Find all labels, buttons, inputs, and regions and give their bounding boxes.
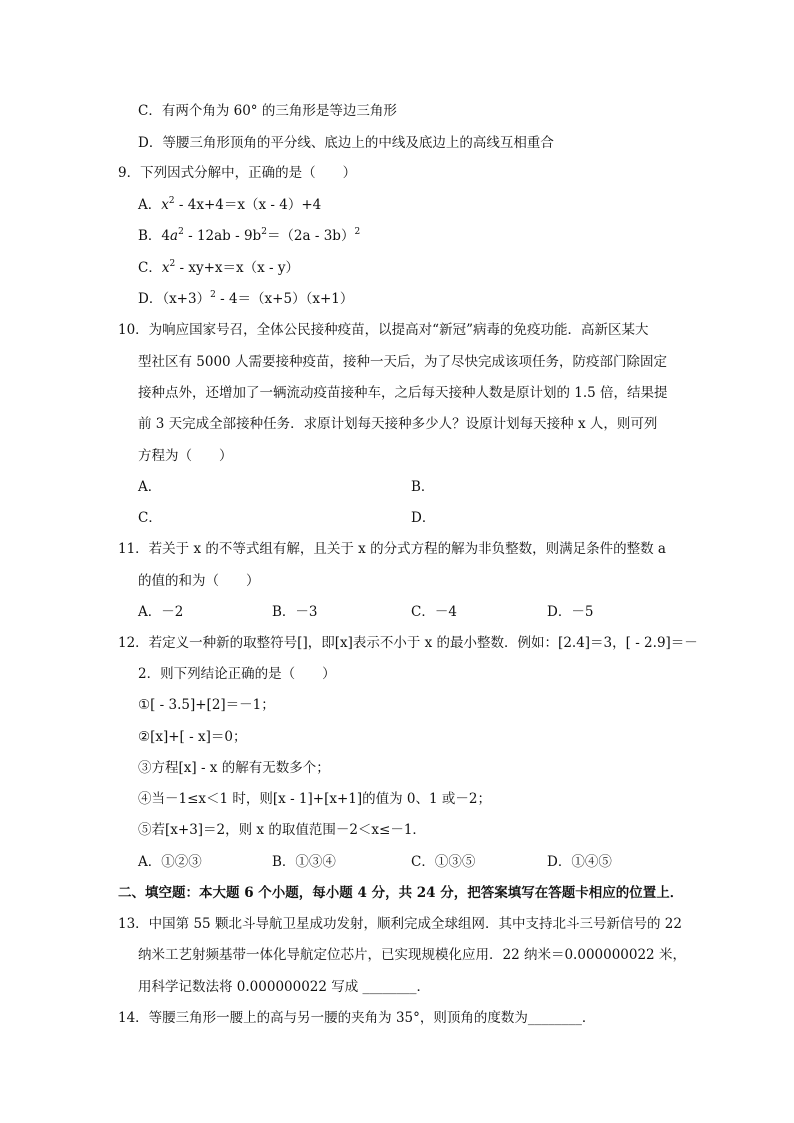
q10-line-2: 型社区有 5000 人需要接种疫苗，接种一天后，为了尽快完成该项任务，防疫部门除固定 bbox=[138, 354, 667, 370]
q10-line-3: 接种点外，还增加了一辆流动疫苗接种车，之后每天接种人数是原计划的 1.5 倍，结果提 bbox=[138, 385, 668, 401]
q11-line-2: 的值的和为（ ） bbox=[138, 573, 260, 589]
q10-option-a: A． bbox=[138, 479, 162, 495]
q12-option-c: C．①③⑤ bbox=[411, 854, 476, 870]
q13-line-2: 纳米工艺射频基带一体化导航定位芯片，已实现规模化应用．22 纳米＝0.000000022 米， bbox=[138, 947, 686, 963]
q9-c-exp: 2 bbox=[169, 259, 176, 269]
q12-option-d: D．①④⑤ bbox=[547, 854, 612, 870]
q12-statement-2: ②[x]+[ - x]＝0； bbox=[138, 729, 247, 745]
q9-option-c bbox=[138, 258, 299, 278]
q9-c-prefix: C． bbox=[138, 260, 162, 276]
q13-line-1: 13．中国第 55 颗北斗导航卫星成功发射，顺利完成全球组网．其中支持北斗三号新信号的 22 bbox=[118, 916, 682, 932]
q12-option-a: A．①②③ bbox=[138, 854, 202, 870]
q9-b-exp2: 2 bbox=[261, 227, 267, 237]
q9-b-rest: ＝（2a - 3b） bbox=[266, 228, 355, 244]
q11-option-c: C．－4 bbox=[411, 604, 457, 620]
q11-option-b: B．－3 bbox=[272, 604, 318, 620]
q12-option-b: B．①③④ bbox=[272, 854, 336, 870]
q9-option-d bbox=[138, 289, 353, 309]
q12-statement-5: ⑤若[x+3]＝2，则 x 的取值范围－2＜x≤－1． bbox=[138, 822, 426, 838]
q12-statement-4: ④当－1≤x＜1 时，则[x - 1]+[x+1]的值为 0、1 或－2； bbox=[138, 791, 491, 807]
q14-line-1: 14．等腰三角形一腰上的高与另一腰的夹角为 35°，则顶角的度数为________． bbox=[118, 1010, 596, 1026]
q9-d-exp: 2 bbox=[210, 290, 216, 300]
q9-d-prefix: D．（x+3） bbox=[138, 291, 211, 307]
q12-statement-3: ③方程[x] - x 的解有无数多个； bbox=[138, 760, 330, 776]
section-2-heading: 二、填空题：本大题 6 个小题，每小题 4 分，共 24 分，把答案填写在答题卡相应的位置上． bbox=[118, 885, 684, 901]
q9-a-var: x bbox=[161, 197, 169, 213]
q11-option-a: A．－2 bbox=[138, 604, 184, 620]
q10-option-d: D． bbox=[411, 510, 436, 526]
q9-b-var: a bbox=[170, 228, 179, 244]
q10-line-5: 方程为（ ） bbox=[138, 448, 233, 464]
q12-line-1: 12．若定义一种新的取整符号[]，即[x]表示不小于 x 的最小整数．例如：[2.4]＝3，[ - 2.9]＝－ bbox=[118, 635, 698, 651]
q12-line-2: 2．则下列结论正确的是（ ） bbox=[138, 666, 336, 682]
q12-statement-1: ①[ - 3.5]+[2]＝－1； bbox=[138, 697, 275, 713]
q9-b-exp3: 2 bbox=[354, 227, 361, 237]
q9-option-b bbox=[138, 226, 360, 246]
q9-a-exp: 2 bbox=[168, 196, 175, 206]
q8-option-d: D．等腰三角形顶角的平分线、底边上的中线及底边上的高线互相重合 bbox=[138, 135, 554, 151]
q9-option-a bbox=[138, 195, 321, 215]
q10-option-b: B． bbox=[411, 479, 435, 495]
q9-c-var: x bbox=[161, 260, 170, 276]
q10-line-1: 10．为响应国家号召，全体公民接种疫苗，以提高对“新冠”病毒的免疫功能．高新区某大 bbox=[118, 322, 649, 338]
q10-line-4: 前 3 天完成全部接种任务．求原计划每天接种多少人？设原计划每天接种 x 人，则可列 bbox=[138, 416, 658, 432]
q9-d-rest: - 4＝（x+5）（x+1） bbox=[215, 291, 354, 307]
q13-line-3: 用科学记数法将 0.000000022 写成 ________． bbox=[138, 979, 431, 995]
q9-b-mid: - 12ab - 9b bbox=[183, 228, 262, 244]
q9-stem: 9．下列因式分解中，正确的是（ ） bbox=[118, 165, 357, 181]
q9-a-prefix: A． bbox=[138, 197, 162, 213]
q10-option-c: C． bbox=[138, 510, 162, 526]
q8-option-c: C．有两个角为 60° 的三角形是等边三角形 bbox=[138, 103, 397, 119]
q9-a-rest: - 4x+4＝x（x - 4）+4 bbox=[174, 197, 322, 213]
q9-c-rest: - xy+x＝x（x - y） bbox=[175, 260, 300, 276]
q9-b-prefix: B．4 bbox=[138, 228, 171, 244]
q9-b-exp: 2 bbox=[178, 227, 184, 237]
q11-line-1: 11．若关于 x 的不等式组有解，且关于 x 的分式方程的解为非负整数，则满足条件的整数 a bbox=[118, 541, 666, 557]
q11-option-d: D．－5 bbox=[547, 604, 594, 620]
